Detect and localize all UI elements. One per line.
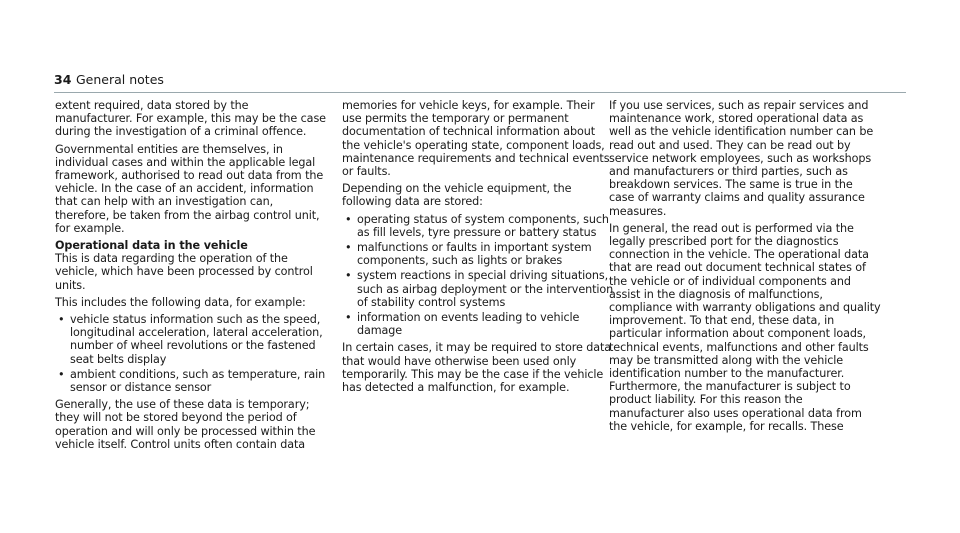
paragraph: In general, the read out is performed via the legally prescribed port for the diagnostics connection in the vehicle. The operational data that are read out document technical states of the vehicle or of individual components and assist in the diagnosis of malfunctions, compliance with warranty obligations and quality improvement. To that end, these data, in particular information about component loads, technical events, malfunctions and other faults may be transmitted along with the vehicle identification number to the manufacturer. Furthermore, the manufacturer is subject to product liability. For this reason the manufacturer also uses operational data from the vehicle, for example, for recalls. These [609, 221, 881, 433]
bullet-icon: • [345, 311, 352, 325]
bullet-icon: • [345, 241, 352, 255]
list-item-text: malfunctions or faults in important system components, such as lights or brakes [357, 241, 592, 268]
paragraph: Generally, the use of these data is temporary; they will not be stored beyond the period of operation and will only be processed within the vehicle itself. Control units often contain data [55, 398, 316, 451]
list-item-text: system reactions in special driving situations, such as airbag deployment or the intervention of stability control systems [357, 269, 614, 309]
bullet-list [342, 213, 614, 338]
list-item [55, 368, 327, 394]
paragraph: Governmental entities are themselves, in individual cases and within the applicable legal framework, authorised to read out data from the vehicle. In the case of an accident, information that can help with an investigation can, therefore, be taken from the airbag control unit, for example. [55, 142, 324, 235]
section-heading: Operational data in the vehicle [55, 239, 248, 253]
bullet-icon: • [345, 212, 352, 226]
text-column-middle [342, 99, 614, 398]
list-item [55, 313, 327, 366]
list-item-text: information on events leading to vehicle damage [357, 311, 580, 338]
paragraph: Depending on the vehicle equipment, the following data are stored: [342, 182, 572, 209]
paragraph: If you use services, such as repair services and maintenance work, stored operational data as well as the vehicle identification number can be read out and used. They can be read out by service network employees, such as workshops and manufacturers or third parties, such as breakdown services. The same is true in the case of warranty claims and quality assurance measures. [609, 99, 874, 218]
bullet-icon: • [58, 367, 65, 381]
bullet-list [55, 313, 327, 394]
header-divider [54, 92, 906, 93]
list-item-text: vehicle status information such as the speed, longitudinal acceleration, lateral acceleration, number of wheel revolutions or the fastened seat belts display [70, 313, 323, 366]
text-column-right [609, 99, 881, 437]
paragraph: In certain cases, it may be required to store data that would have otherwise been used only temporarily. This may be the case if the vehicle has detected a malfunction, for example. [342, 341, 612, 395]
text-column-left [55, 99, 327, 455]
list-item [342, 213, 614, 239]
list-item-text: ambient conditions, such as temperature, rain sensor or distance sensor [70, 367, 326, 395]
page-number: 34 [54, 72, 72, 87]
paragraph: extent required, data stored by the manufacturer. For example, this may be the case during the investigation of a criminal offence. [55, 99, 326, 139]
paragraph: This includes the following data, for example: [55, 295, 306, 309]
page-header [54, 72, 906, 92]
section-title: General notes [76, 72, 164, 87]
list-item [342, 269, 614, 309]
paragraph: memories for vehicle keys, for example. Their use permits the temporary or permanent documentation of technical information about the vehicle's operating state, component loads, maintenance requirements and technical events or faults. [342, 99, 610, 179]
list-item-text: operating status of system components, such as fill levels, tyre pressure or battery status [357, 212, 609, 239]
bullet-icon: • [345, 269, 352, 283]
list-item [342, 241, 614, 267]
paragraph: This is data regarding the operation of the vehicle, which have been processed by control units. [55, 252, 313, 292]
bullet-icon: • [58, 313, 65, 327]
list-item [342, 311, 614, 337]
